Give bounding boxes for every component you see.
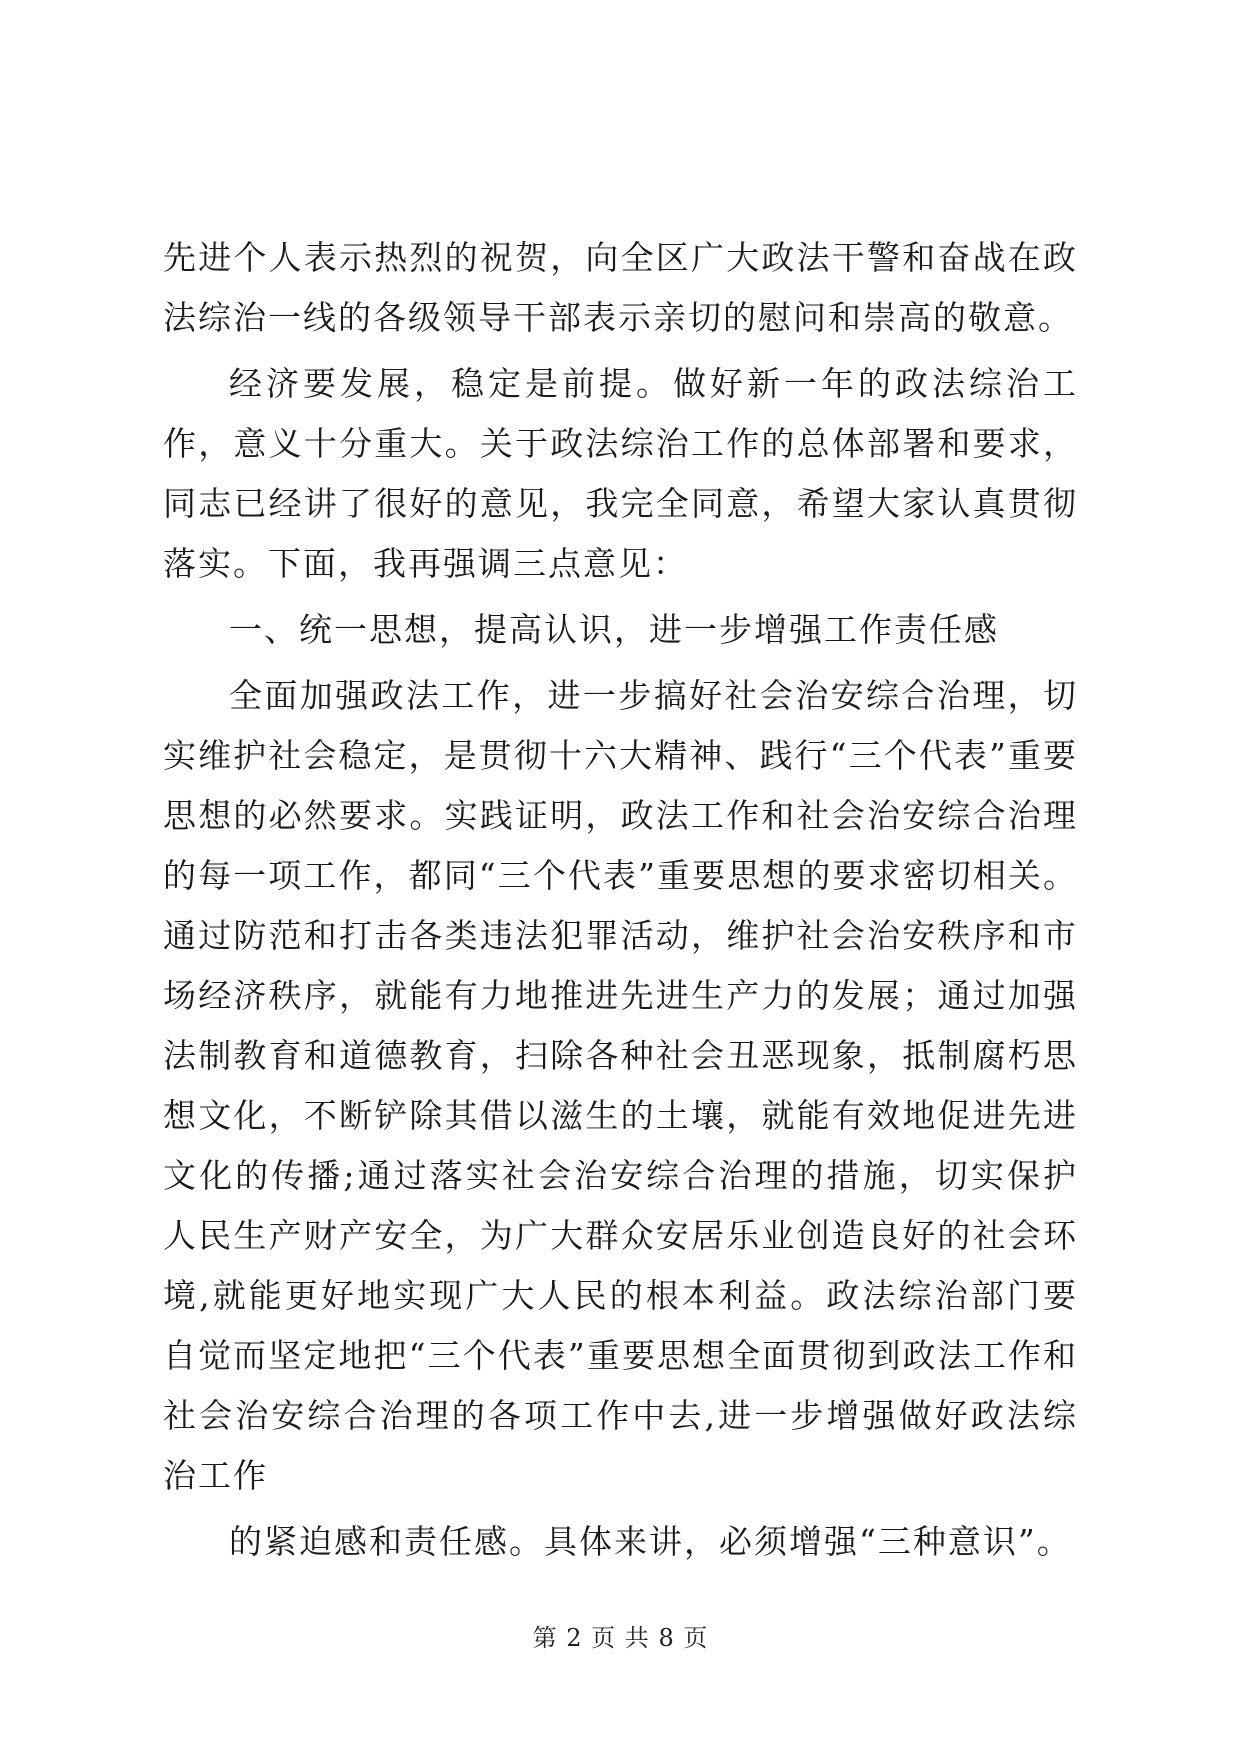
paragraph-continued: 先进个人表示热烈的祝贺，向全区广大政法干警和奋战在政法综治一线的各级领导干部表示亲切的慰问和崇高的敬意。 <box>163 238 1078 337</box>
paragraph-body: 全面加强政法工作，进一步搞好社会治安综合治理，切实维护社会稳定，是贯彻十六大精神、践行“三个代表”重要思想的必然要求。实践证明，政法工作和社会治安综合治理的每一项工作，都同“三个代表”重要思想的要求密切相关。通过防范和打击各类违法犯罪活动，维护社会治安秩序和市场经济秩序，就能有力地推进先进生产力的发展；通过加强法制教育和道德教育，扫除各种社会丑恶现象，抵制腐朽思想文化，不断铲除其借以滋生的土壤，就能有效地促进先进文化的传播;通过落实社会治安综合治理的措施，切实保护人民生产财产安全，为广大群众安居乐业创造良好的社会环境,就能更好地实现广大人民的根本利益。政法综治部门要自觉而坚定地把“三个代表”重要思想全面贯彻到政法工作和社会治安综合治理的各项工作中去,进一步增强做好政法综治工作 <box>163 676 1078 1495</box>
document-body <box>163 228 1078 1572</box>
section-heading: 一、统一思想，提高认识，进一步增强工作责任感 <box>229 610 999 649</box>
paragraph-intro: 经济要发展，稳定是前提。做好新一年的政法综治工作，意义十分重大。关于政法综治工作的总体部署和要求，同志已经讲了很好的意见，我完全同意，希望大家认真贯彻落实。下面，我再强调三点意见： <box>163 364 1078 583</box>
page-number-footer: 第 2 页 共 8 页 <box>532 1624 709 1652</box>
paragraph-closing: 的紧迫感和责任感。具体来讲，必须增强“三种意识”。 <box>229 1522 1072 1561</box>
